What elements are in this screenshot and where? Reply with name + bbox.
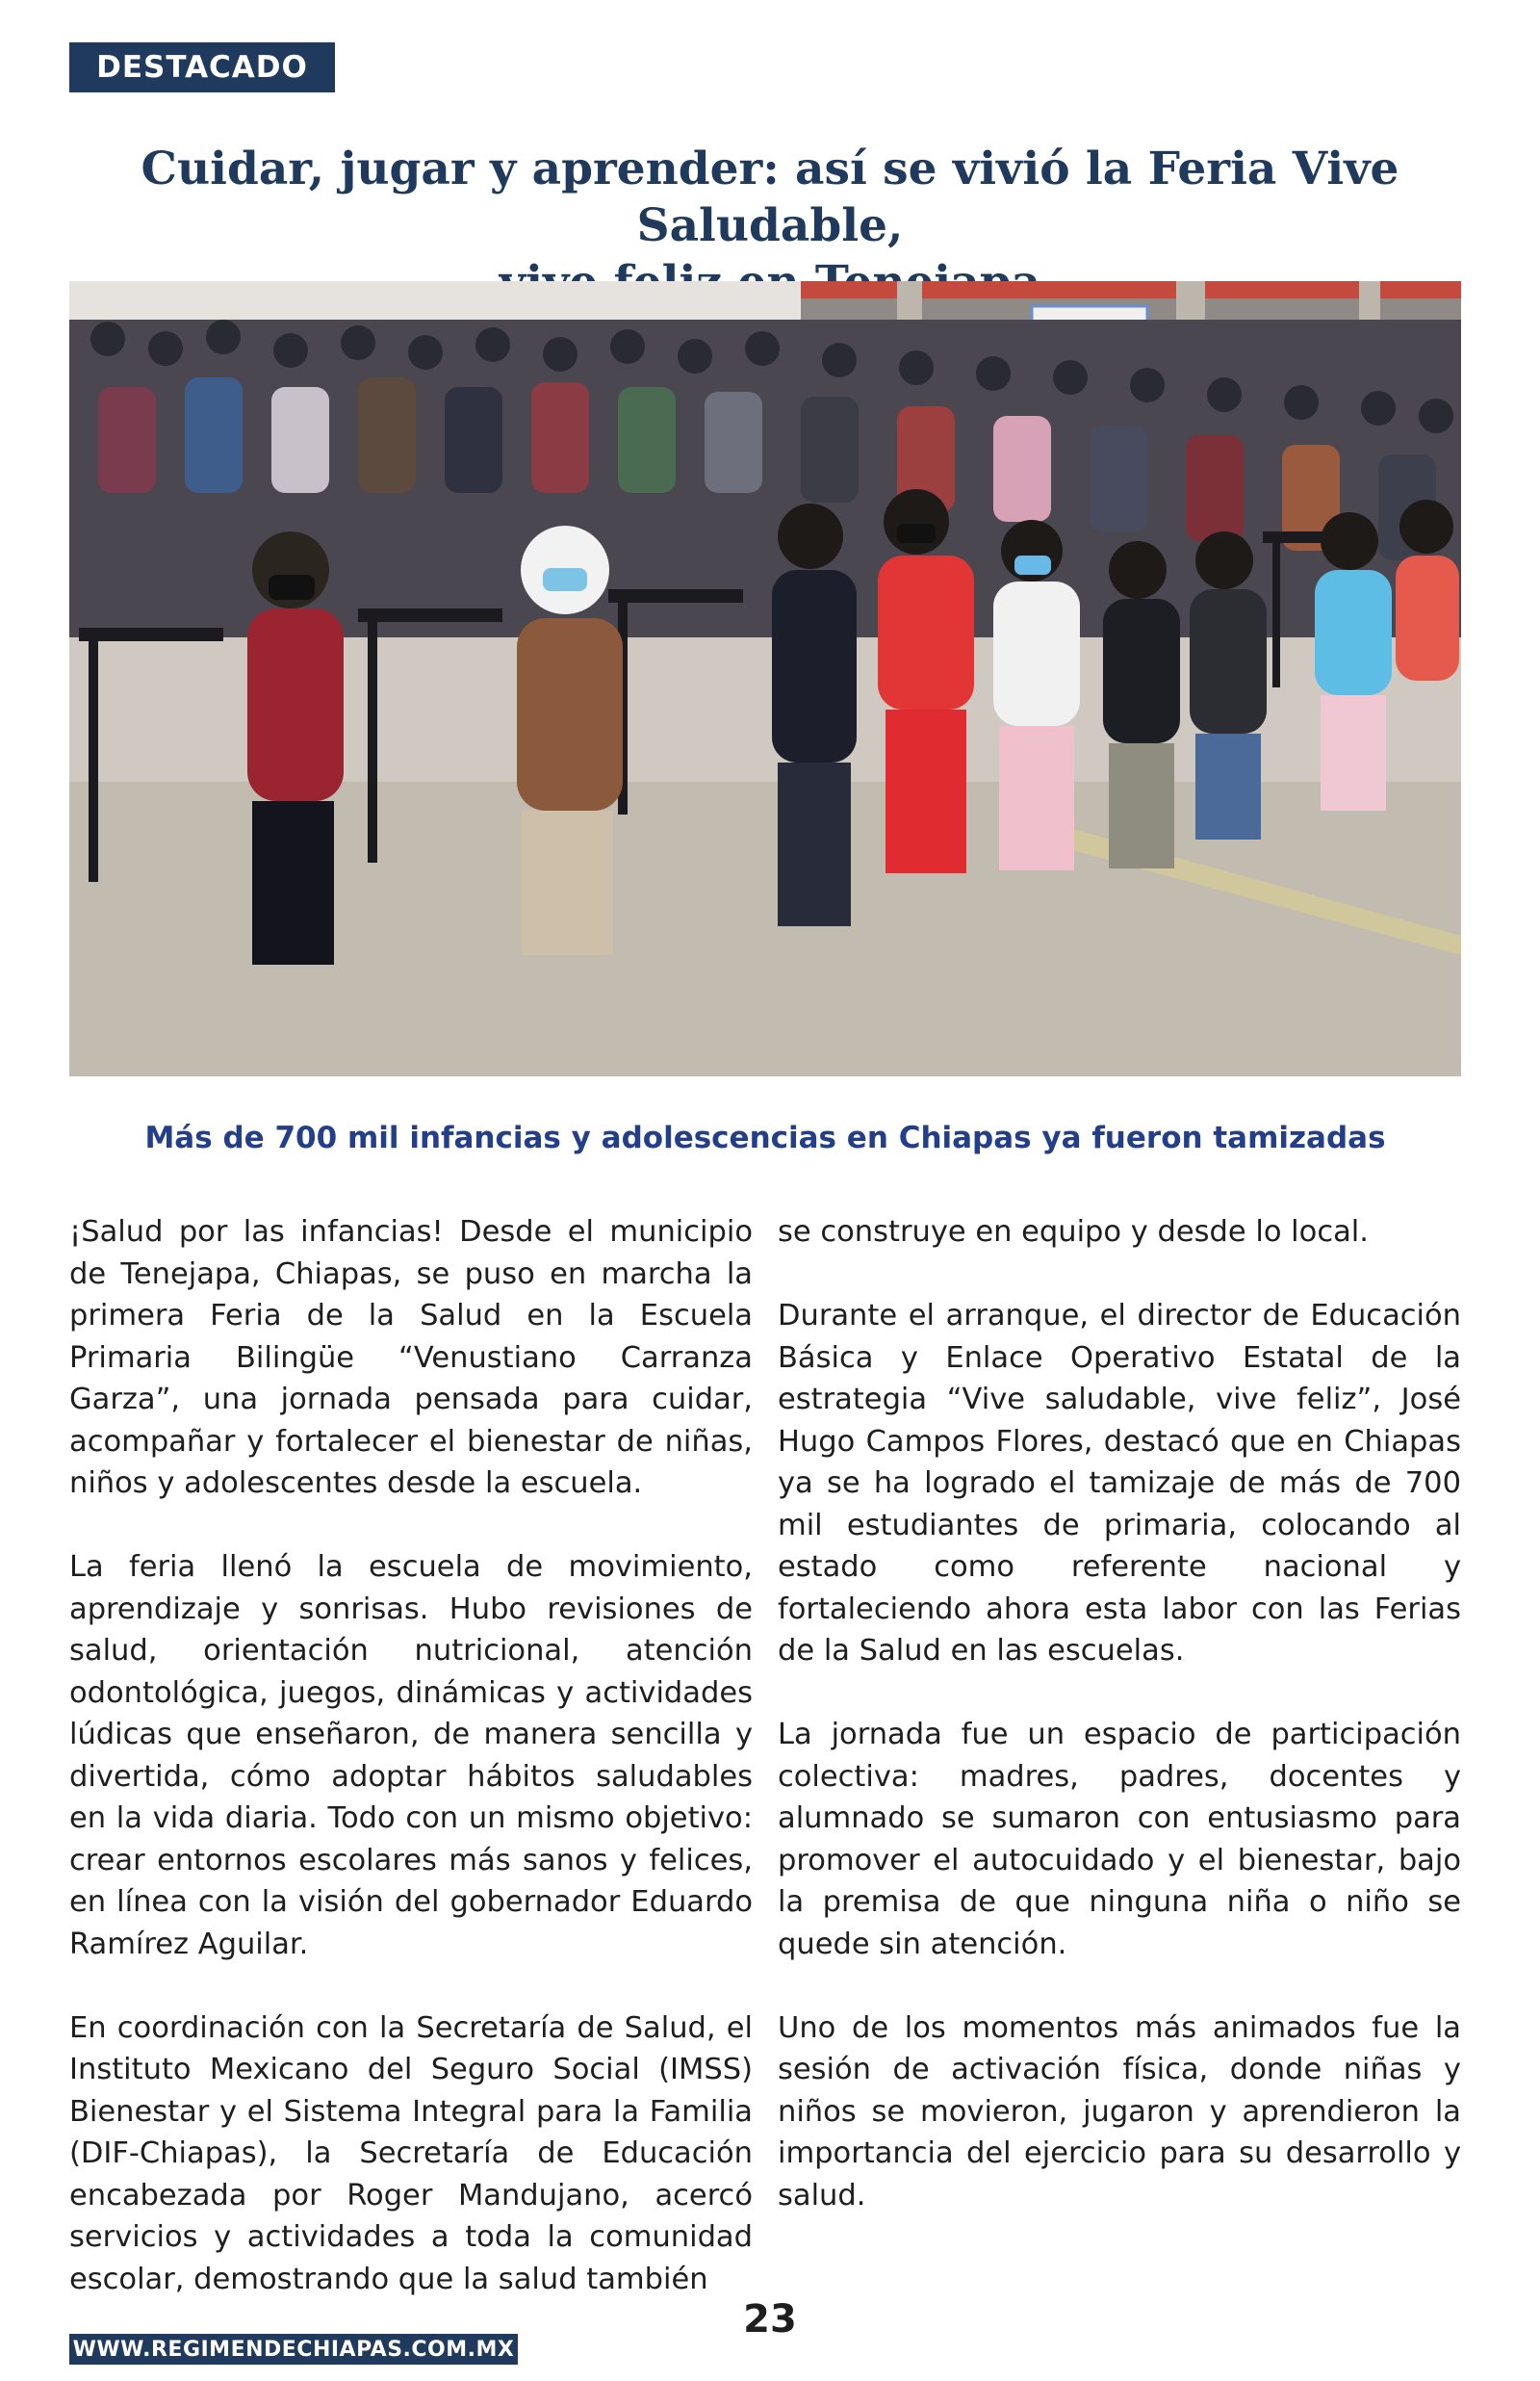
website-link[interactable]: WWW.REGIMENDECHIAPAS.COM.MX bbox=[69, 2334, 518, 2365]
article-column-left bbox=[69, 1211, 753, 2342]
paragraph: La jornada fue un espacio de participación colectiva: madres, padres, docentes y alumnado se sumaron con entusiasmo para promover el autocuidado y el bienestar, bajo la premisa de que ninguna niña o niño se quede sin atención. bbox=[778, 1718, 1461, 1961]
page-number: 23 bbox=[743, 2297, 797, 2342]
paragraph: Uno de los momentos más animados fue la sesión de activación física, donde niñas y niños se movieron, jugaron y aprendieron la importancia del ejercicio para su desarrollo y salud. bbox=[778, 2010, 1461, 2213]
paragraph: La feria llenó la escuela de movimiento, aprendizaje y sonrisas. Hubo revisiones de salud, orientación nutricional, atención odontológica, juegos, dinámicas y actividades lúdicas que enseñaron, de manera sencilla y divertida, cómo adoptar hábitos saludables en la vida diaria. Todo con un mismo objetivo: crear entornos escolares más sanos y felices, en línea con la visión del gobernador Eduardo Ramírez Aguilar. bbox=[69, 1550, 753, 1961]
paragraph: se construye en equipo y desde lo local. bbox=[778, 1215, 1369, 1249]
photo-subtitle: Más de 700 mil infancias y adolescencias en Chiapas ya fueron tamizadas bbox=[144, 1121, 1386, 1155]
paragraph: ¡Salud por las infancias! Desde el municipio de Tenejapa, Chiapas, se puso en marcha la primera Feria de la Salud en la Escuela Primaria Bilingüe “Venustiano Carranza Garza”, una jornada pensada para cuidar, acompañar y fortalecer el bienestar de niñas, niños y adolescentes desde la escuela. bbox=[69, 1215, 753, 1500]
article-column-right bbox=[778, 1211, 1461, 2259]
event-photo bbox=[69, 281, 1461, 1076]
section-tag: DESTACADO bbox=[69, 42, 335, 92]
paragraph: Durante el arranque, el director de Educación Básica y Enlace Operativo Estatal de la estrategia “Vive saludable, vive feliz”, José Hugo Campos Flores, destacó que en Chiapas ya se ha logrado el tamizaje de más de 700 mil estudiantes de primaria, colocando al estado como referente nacional y fortaleciendo ahora esta labor con las Ferias de la Salud en las escuelas. bbox=[778, 1299, 1461, 1668]
paragraph: En coordinación con la Secretaría de Salud, el Instituto Mexicano del Seguro Social (IMSS) Bienestar y el Sistema Integral para la Familia (DIF-Chiapas), la Secretaría de Educación encabezada por Roger Mandujano, acercó servicios y actividades a toda la comunidad escolar, demostrando que la salud también bbox=[69, 2010, 753, 2296]
headline-line-1: Cuidar, jugar y aprender: así se vivió la Feria Vive Saludable, bbox=[141, 142, 1399, 252]
